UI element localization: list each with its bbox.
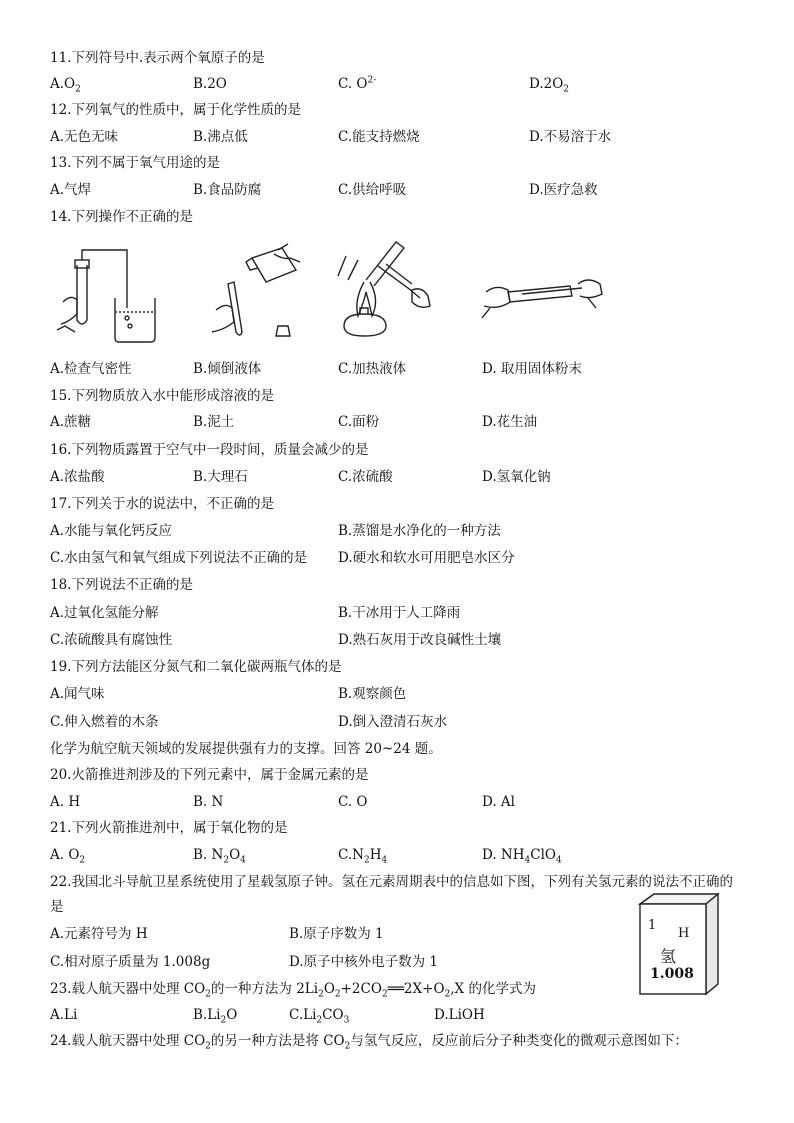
- q17-option-d: D.硬水和软水可用肥皂水区分: [338, 550, 515, 566]
- q23-option-b: $B.Li_2O$: [193, 1007, 238, 1026]
- q16-option-b: B.大理石: [193, 469, 248, 485]
- q17-option-b: B.蒸馏是水净化的一种方法: [338, 523, 501, 539]
- q13-option-c: C.供给呼吸: [338, 182, 407, 198]
- q22-option-d: D.原子中核外电子数为 1: [289, 954, 439, 970]
- q19-option-a: A.闻气味: [50, 686, 105, 702]
- q13-option-a: A.气焊: [50, 182, 92, 198]
- q22-stem: 22.我国北斗导航卫星系统使用了星载氢原子钟。氢在元素周期表中的信息如下图，下列有关氢元素的说法不正确的: [50, 874, 733, 890]
- figure-pouring-liquid: [192, 240, 312, 348]
- q14-stem: 14.下列操作不正确的是: [50, 209, 193, 225]
- figure-airtightness-check: [55, 240, 165, 348]
- q15-stem: 15.下列物质放入水中能形成溶液的是: [50, 388, 274, 404]
- q20-option-a: A. H: [50, 794, 81, 810]
- element-symbol: H: [678, 926, 690, 941]
- q20-option-b: B. N: [193, 794, 224, 810]
- q22-option-c: C.相对原子质量为 1.008g: [50, 954, 211, 970]
- q17-option-a: A.水能与氧化钙反应: [50, 523, 173, 539]
- q11-option-b: B.2O: [193, 76, 227, 92]
- q16-option-c: C.浓硫酸: [338, 469, 393, 485]
- q12-option-b: B.沸点低: [193, 129, 248, 145]
- q12-option-d: D.不易溶于水: [529, 129, 612, 145]
- q18-stem: 18.下列说法不正确的是: [50, 577, 193, 593]
- q22-option-b: B.原子序数为 1: [289, 926, 384, 942]
- q12-option-c: C.能支持燃烧: [338, 129, 420, 145]
- q20-option-d: D. Al: [482, 794, 515, 810]
- q16-option-d: D.氢氧化钠: [482, 469, 551, 485]
- q23-option-c: $C.Li_2CO_3$: [289, 1007, 350, 1026]
- q12-option-a: A.无色无味: [50, 129, 119, 145]
- section-intro: 化学为航空航天领域的发展提供强有力的支撑。回答 20~24 题。: [50, 741, 442, 757]
- q21-option-c: $C.N_2H_4$: [338, 847, 388, 866]
- q17-stem: 17.下列关于水的说法中，不正确的是: [50, 496, 274, 512]
- figure-heating-liquid: [330, 236, 445, 348]
- q14-option-b: B.倾倒液体: [193, 361, 262, 377]
- q11-stem: 11.下列符号中.表示两个氧原子的是: [50, 50, 265, 66]
- q22-stem-continued: 是: [50, 899, 64, 915]
- q15-option-d: D.花生油: [482, 414, 538, 430]
- q15-option-c: C.面粉: [338, 414, 380, 430]
- q18-option-d: D.熟石灰用于改良碱性土壤: [338, 632, 502, 648]
- q18-option-b: B.干冰用于人工降雨: [338, 605, 461, 621]
- q16-stem: 16.下列物质露置于空气中一段时间，质量会减少的是: [50, 442, 369, 458]
- element-card-hydrogen: [636, 892, 722, 996]
- figure-taking-powder: [478, 262, 608, 332]
- q19-option-b: B.观察颜色: [338, 686, 407, 702]
- element-name: 氢: [660, 947, 677, 966]
- q18-option-a: A.过氧化氢能分解: [50, 605, 159, 621]
- q19-stem: 19.下列方法能区分氮气和二氧化碳两瓶气体的是: [50, 659, 342, 675]
- q22-option-a: A.元素符号为 H: [50, 926, 148, 942]
- q13-option-b: B.食品防腐: [193, 182, 262, 198]
- q19-option-d: D.倒入澄清石灰水: [338, 714, 448, 730]
- q20-stem: 20.火箭推进剂涉及的下列元素中，属于金属元素的是: [50, 767, 369, 783]
- q18-option-c: C.浓硫酸具有腐蚀性: [50, 632, 173, 648]
- q14-option-a: A.检查气密性: [50, 361, 132, 377]
- q15-option-a: A.蔗糖: [50, 414, 92, 430]
- q14-option-d: D. 取用固体粉末: [482, 361, 582, 377]
- q12-stem: 12.下列氧气的性质中，属于化学性质的是: [50, 102, 301, 118]
- q17-option-c: C.水由氢气和氧气组成下列说法不正确的是: [50, 550, 308, 566]
- q15-option-b: B.泥土: [193, 414, 235, 430]
- q23-stem: 23.载人航天器中处理 $CO_2$的一种方法为 $2Li_2O_2+2CO_2══2X+O_2,X$ 的化学式为: [50, 981, 536, 1000]
- element-mass: 1.008: [650, 966, 694, 982]
- q14-option-c: C.加热液体: [338, 361, 407, 377]
- q24-stem: 24.载人航天器中处理 $CO_2$的另一种方法是将 $CO_2$与氢气反应，反应前后分子种类变化的微观示意图如下：: [50, 1033, 688, 1052]
- q11-option-a: $A.O_2$: [50, 76, 81, 95]
- q13-stem: 13.下列不属于氧气用途的是: [50, 155, 220, 171]
- q19-option-c: C.伸入燃着的木条: [50, 714, 159, 730]
- q13-option-d: D.医疗急救: [529, 182, 598, 198]
- q11-option-d: $D.2O_2$: [529, 76, 570, 95]
- q21-option-a: A. $O_2$: [50, 847, 86, 866]
- q21-stem: 21.下列火箭推进剂中，属于氧化物的是: [50, 820, 288, 836]
- q21-option-b: B. $N_2O_4$: [193, 847, 246, 866]
- q21-option-d: D. $NH_4ClO_4$: [482, 847, 562, 866]
- q11-option-c: C. $O^{2-}$: [338, 75, 377, 92]
- q23-option-d: D.LiOH: [434, 1007, 485, 1023]
- q20-option-c: C. O: [338, 794, 368, 810]
- q23-option-a: A.Li: [50, 1007, 78, 1023]
- q16-option-a: A.浓盐酸: [50, 469, 105, 485]
- element-number: 1: [648, 918, 657, 933]
